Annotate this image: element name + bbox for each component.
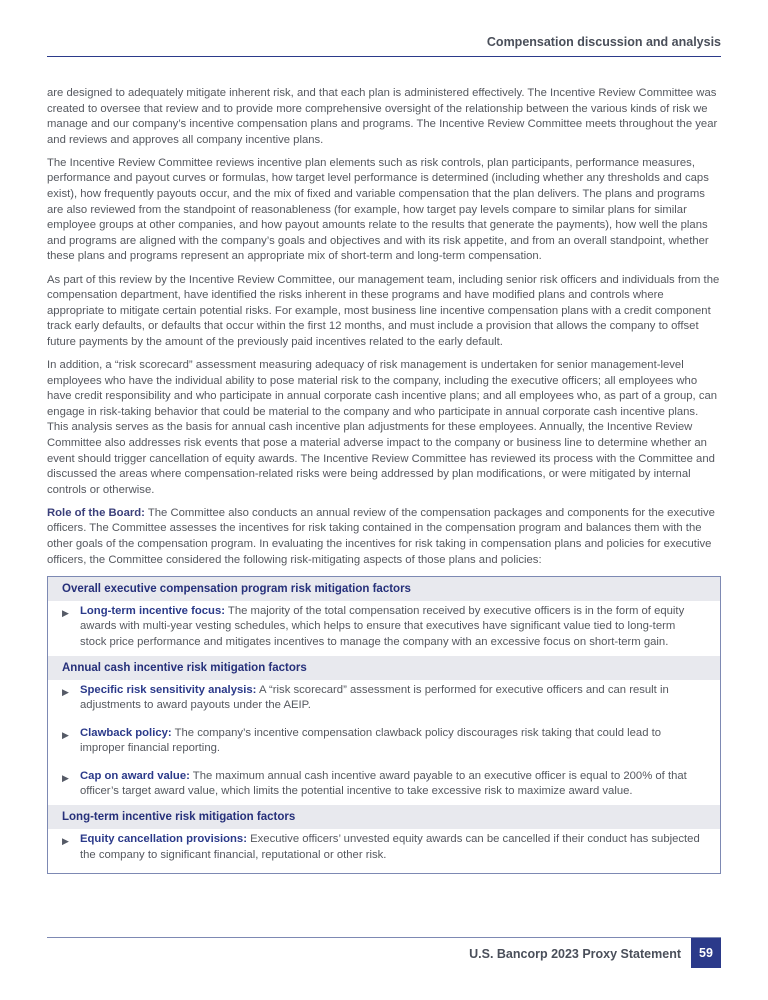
section-title: Compensation discussion and analysis	[486, 35, 721, 49]
footer-divider	[47, 937, 721, 938]
item-text: The company’s incentive compensation clawback policy discourages risk taking that could lead to improper financial reporting.	[80, 726, 662, 755]
paragraph: The Incentive Review Committee reviews incentive plan elements such as risk controls, plan participants, performance measures, performance and payout curves or formulas, how target level performance is determined (including whether any thresholds and caps exist), how frequently payouts occur, and the mix of fixed and variable compensation that the plan delivers. The plans and programs are also reviewed from the standpoint of reasonableness (for example, how target pay levels compare to similar plans for similar employee groups at other companies, and how payout amounts relate to the results that generate the payments), how well the plans and programs are aligned with the company’s goals and objectives and with its risk appetite, and from an overall standpoint, whether these plans and programs represent an appropriate mix of short-term and long-term compensation.	[47, 156, 709, 263]
item-text: Executive officers’ unvested equity awards can be cancelled if their conduct has subjected the company to significant financial, reputational or other risk.	[80, 833, 700, 861]
item-label: Equity cancellation provisions:	[80, 833, 247, 846]
section-heading: Overall executive compensation program risk mitigation factors	[48, 577, 720, 601]
paragraph: As part of this review by the Incentive Review Committee, our management team, including senior risk officers and individuals from the compensation department, have identified the risks inherent in these programs and have modified plans and controls where appropriate to mitigate certain potential risks. For example, most business line incentive compensation plans with a credit component track early defaults, or defaults that occur within the first 12 months, and must include a provision that allows the company to offset future payments by the amount of the previously paid incentives related to the early default.	[47, 273, 720, 348]
triangle-bullet-icon: ▶	[62, 729, 69, 740]
section-heading: Annual cash incentive risk mitigation factors	[48, 656, 720, 680]
page-header	[47, 30, 721, 57]
item-label: Clawback policy:	[80, 726, 172, 739]
list-item	[48, 680, 720, 719]
section-heading: Long-term incentive risk mitigation factors	[48, 805, 720, 829]
triangle-bullet-icon: ▶	[62, 836, 69, 847]
item-label: Cap on award value:	[80, 769, 190, 782]
page-number: 59	[691, 938, 721, 968]
list-item	[48, 766, 720, 805]
item-label: Long-term incentive focus:	[80, 604, 225, 617]
role-of-board-text: The Committee also conducts an annual review of the compensation packages and components for the executive officers. The Committee assesses the incentives for risk taking contained in the compensation program and balances them with the other goals of the compensation program. In evaluating the incentives for risk taking in compensation plans and policies for executive officers, the Committee considered the following risk-mitigating aspects of those plans and policies:	[47, 506, 715, 566]
list-item	[48, 723, 720, 762]
paragraph: are designed to adequately mitigate inherent risk, and that each plan is administered effectively. The Incentive Review Committee was created to oversee that review and to provide more comprehensive oversight of the relationship between the various kinds of risk we manage and our company’s incentive compensation plans and programs. The Incentive Review Committee meets throughout the year and reviews and approves all company incentive plans.	[47, 87, 718, 146]
triangle-bullet-icon: ▶	[62, 772, 69, 783]
paragraph: In addition, a “risk scorecard” assessment measuring adequacy of risk management is undertaken for senior management-level employees who have the individual ability to pose material risk to the company, including the executive officers; all employees who have credit responsibility and who participate in annual corporate cash incentive plans; and all employees who, as part of a group, can engage in risk-taking behavior that could be material to the company and who participate in annual corporate cash incentive plans. This analysis serves as the basis for annual cash incentive plan adjustments for these employees. Annually, the Incentive Review Committee also addresses risk events that pose a material adverse impact to the company or business line to determine whether an event should trigger cancellation of equity awards. The Incentive Review Committee has reviewed its process with the Committee and discussed the areas where compensation-related risks were being addressed by plan modifications, or were mitigated by internal controls or otherwise.	[47, 359, 718, 496]
item-label: Specific risk sensitivity analysis:	[80, 683, 257, 696]
footer-publication: U.S. Bancorp 2023 Proxy Statement	[469, 947, 681, 961]
item-text: A “risk scorecard” assessment is performed for executive officers and can result in adjustments to award payouts under the AEIP.	[80, 683, 669, 712]
list-item	[48, 601, 720, 656]
page-content	[47, 86, 721, 874]
item-text: The maximum annual cash incentive award payable to an executive officer is equal to 200% of that officer’s target award value, which limits the potential incentive to take excessive risk to maximize award value.	[80, 769, 687, 798]
role-of-board-paragraph	[47, 506, 721, 568]
triangle-bullet-icon: ▶	[62, 607, 69, 618]
role-of-board-label: Role of the Board:	[47, 506, 145, 519]
list-item	[48, 829, 720, 873]
triangle-bullet-icon: ▶	[62, 686, 69, 697]
risk-mitigation-box	[47, 576, 721, 875]
item-text: The majority of the total compensation received by executive officers is in the form of equity awards with multi-year vesting schedules, which helps to ensure that executives have significant value tied to long-term stock price performance and mitigates incentives to manage the company with an excessive focus on short-term gain.	[80, 604, 685, 648]
